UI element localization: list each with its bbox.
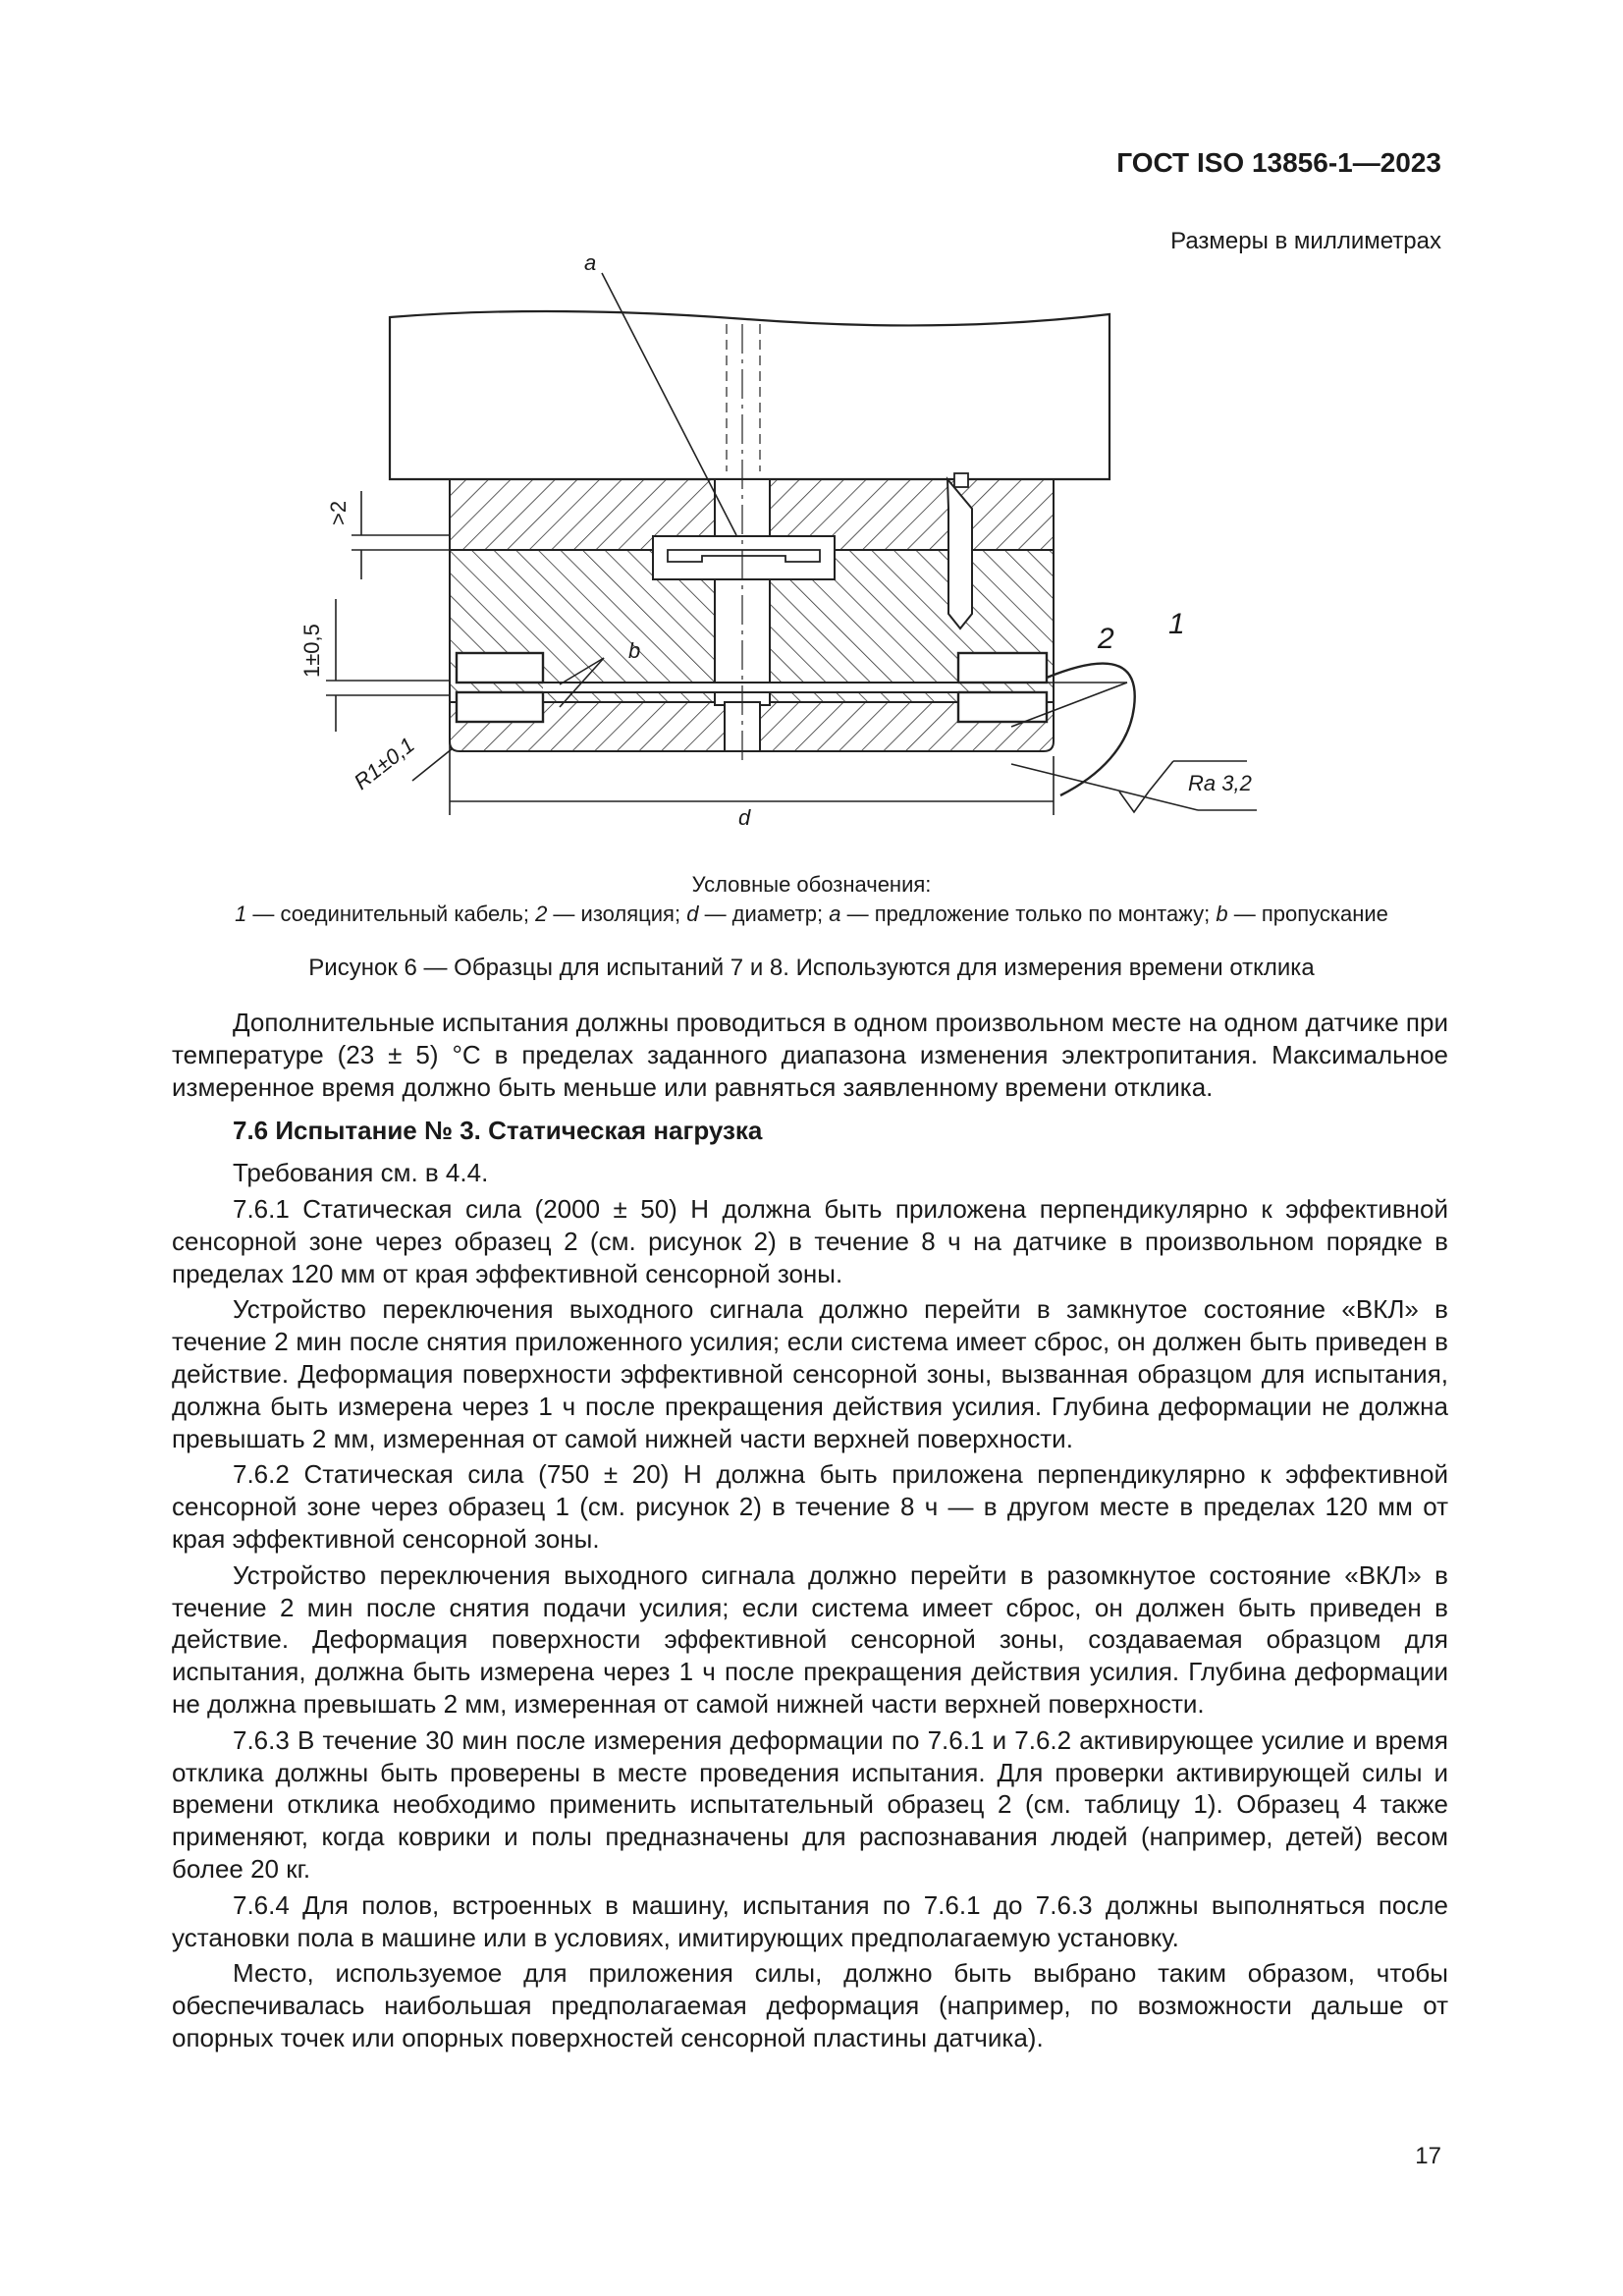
top-plate	[390, 311, 1109, 479]
dimension-gap: 1±0,5	[299, 624, 324, 678]
paragraph: Устройство переключения выходного сигнала должно перейти в разомкнутое состояние «ВКЛ» в течение 2 мин после снятия подачи усилия; если система имеет сброс, он должен быть приведен в действие. Деформация поверхности эффективной сенсорной зоны, создаваемая образцом для испытания, должна быть измерена через 1 ч после прекращения действия усилия. Глубина деформации не должна превышать 2 мм, измеренная от самой нижней части верхней поверхности.	[172, 1559, 1448, 1719]
callout-2: 2	[1098, 623, 1114, 655]
paragraph: Дополнительные испытания должны проводиться в одном произвольном месте на одном датчике при температуре (23 ± 5) °С в пределах заданного диапазона изменения электропитания. Максимальное измеренное время должно быть меньше или равняться заявленному времени отклика.	[172, 1008, 1448, 1102]
legend-text-a: — предложение только по монтажу;	[840, 902, 1217, 926]
legend-text-b: — пропускание	[1227, 902, 1388, 926]
paragraph: Место, используемое для приложения силы, должно быть выбрано таким образом, чтобы обеспечивалась наибольшая предполагаемая деформация (например, по возможности дальше от опорных точек или опорных поверхностей сенсорной пластины датчика).	[172, 1958, 1448, 2052]
dimension-radius: R1±0,1	[349, 732, 419, 794]
label-a: a	[584, 250, 597, 275]
page-number: 17	[1415, 2143, 1441, 2169]
legend-title: Условные обозначения:	[691, 872, 932, 897]
figure-legend	[0, 902, 1623, 927]
paragraph: 7.6.4 Для полов, встроенных в машину, испытания по 7.6.1 до 7.6.3 должны выполняться после установки пола в машине или в условиях, имитирующих предполагаемую установку.	[172, 1889, 1448, 1952]
callout-1: 1	[1168, 608, 1185, 640]
legend-text-d: — диаметр;	[698, 902, 830, 926]
paragraph: 7.6.3 В течение 30 мин после измерения деформации по 7.6.1 и 7.6.2 активирующее усилие и время отклика должны быть проверены в месте проведения испытания. Для проверки активирующей силы и времени отклика необходимо применить испытательный образец 2 (см. таблицу 1). Образец 4 также применяют, когда коврики и полы предназначены для распознавания людей (например, детей) весом более 20 кг.	[172, 1724, 1448, 1884]
legend-key-2: 2	[535, 902, 548, 926]
roughness-label: Ra 3,2	[1188, 771, 1252, 795]
document-body	[172, 1007, 1448, 2058]
units-note: Размеры в миллиметрах	[1170, 228, 1441, 254]
section-heading: 7.6 Испытание № 3. Статическая нагрузка	[233, 1116, 763, 1146]
dimension-top: >2	[326, 500, 351, 525]
legend-text-2: — изоляция;	[547, 902, 687, 926]
paragraph: 7.6.2 Статическая сила (750 ± 20) Н должна быть приложена перпендикулярно к эффективной сенсорной зоне через образец 1 (см. рисунок 2) в течение 8 ч — в другом месте в пределах 120 мм от края эффективной сенсорной зоны.	[172, 1459, 1448, 1554]
paragraph: 7.6.1 Статическая сила (2000 ± 50) Н должна быть приложена перпендикулярно к эффективной сенсорной зоне через образец 2 (см. рисунок 2) в течение 8 ч на датчике в произвольном порядке в пределах 120 мм от края эффективной сенсорной зоны.	[172, 1193, 1448, 1288]
label-b: b	[628, 638, 641, 663]
dimension-diameter: d	[738, 805, 751, 830]
document-id: ГОСТ ISO 13856-1—2023	[1116, 147, 1441, 178]
technical-drawing	[255, 246, 1286, 854]
legend-text-1: — соединительный кабель;	[246, 902, 536, 926]
paragraph: Требования см. в 4.4.	[233, 1158, 489, 1188]
legend-key-b: b	[1216, 902, 1228, 926]
legend-key-1: 1	[235, 902, 247, 926]
legend-key-d: d	[686, 902, 699, 926]
legend-key-a: a	[829, 902, 841, 926]
paragraph: Устройство переключения выходного сигнала должно перейти в замкнутое состояние «ВКЛ» в течение 2 мин после снятия приложенного усилия; если система имеет сброс, он должен быть приведен в действие. Деформация поверхности эффективной сенсорной зоны, вызванная образцом для испытания, должна быть измерена через 1 ч после прекращения действия усилия. Глубина деформации не должна превышать 2 мм, измеренная от самой нижней части верхней поверхности.	[172, 1294, 1448, 1453]
figure-caption: Рисунок 6 — Образцы для испытаний 7 и 8. Используются для измерения времени отклика	[308, 955, 1315, 981]
